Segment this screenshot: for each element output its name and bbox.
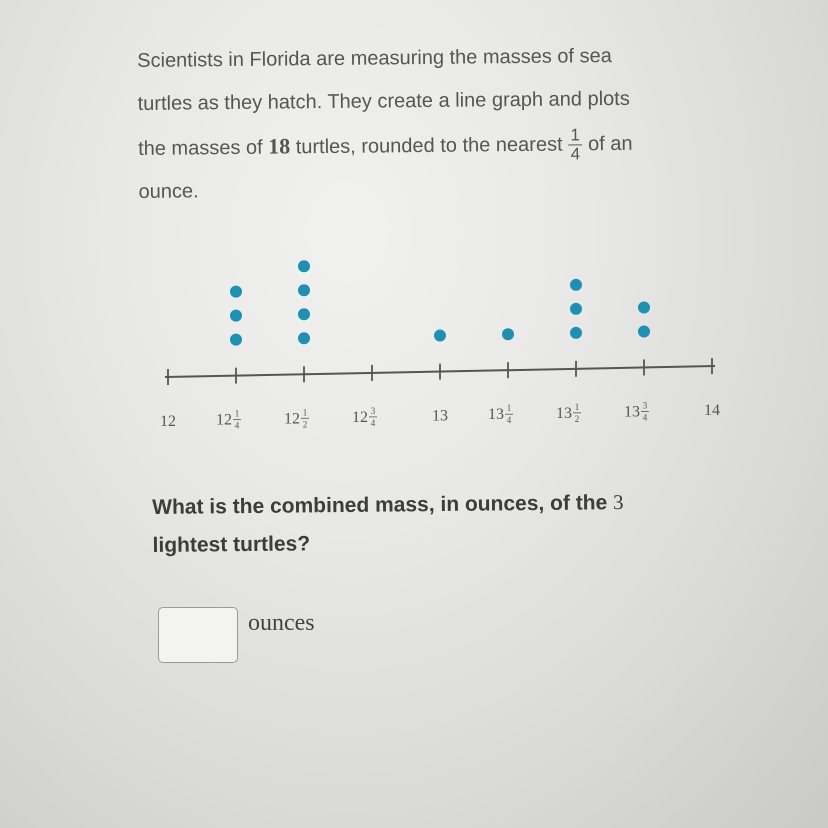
tick-label: 12 [160,413,176,430]
question-end: lightest turtles? [152,532,311,557]
data-dot [298,284,310,296]
problem-line-3-mid: turtles, rounded to the nearest [290,133,563,159]
tick-label-numerator: 3 [370,405,376,416]
tick-label-numerator: 1 [234,408,240,419]
tick-label-whole: 12 [284,410,300,428]
data-dot [230,310,242,322]
tick-label-numerator: 3 [642,400,648,411]
problem-line-1: Scientists in Florida are measuring the masses of sea [137,45,612,72]
problem-line-3-start: the masses of [138,136,269,160]
tick-label-numerator: 1 [302,407,308,418]
tick-label-whole: 13 [488,406,504,424]
tick-label-whole: 12 [352,408,368,426]
question-number: 3 [612,490,624,515]
data-dot [298,332,310,344]
tick-label-whole: 13 [556,404,572,422]
tick-label-numerator: 1 [506,403,512,414]
tick-label: 14 [704,402,720,420]
tick-label-denominator: 4 [370,417,376,428]
data-dot [570,303,582,315]
data-dot [570,279,582,291]
answer-input[interactable] [158,607,238,663]
data-dot [502,328,514,340]
answer-unit: ounces [248,610,315,636]
tick-label-denominator: 2 [302,419,308,430]
tick-label-denominator: 2 [574,413,580,424]
tick-label: 13 [432,407,448,425]
problem-line-4: ounce. [138,180,199,203]
turtle-count: 18 [268,133,291,159]
question-text [152,482,713,565]
data-dot [230,286,242,298]
tick-label-denominator: 4 [234,420,240,431]
tick-label-whole: 13 [624,403,640,421]
fraction-denominator: 4 [570,144,581,164]
data-dot [298,260,310,272]
fraction-numerator: 1 [568,127,582,146]
data-dot [570,327,582,339]
tick-label-numerator: 1 [574,401,580,412]
data-dot [298,308,310,320]
data-dot [638,325,650,337]
data-dot [434,330,446,342]
data-dot [638,301,650,313]
tick-label-denominator: 4 [642,412,648,423]
problem-line-2: turtles as they hatch. They create a line graph and plots [137,87,630,115]
tick-label-denominator: 4 [506,415,512,426]
question-start: What is the combined mass, in ounces, of the [152,491,614,519]
tick-label-whole: 12 [216,411,232,429]
data-dot [230,334,242,346]
problem-line-3-end: of an [587,132,633,156]
